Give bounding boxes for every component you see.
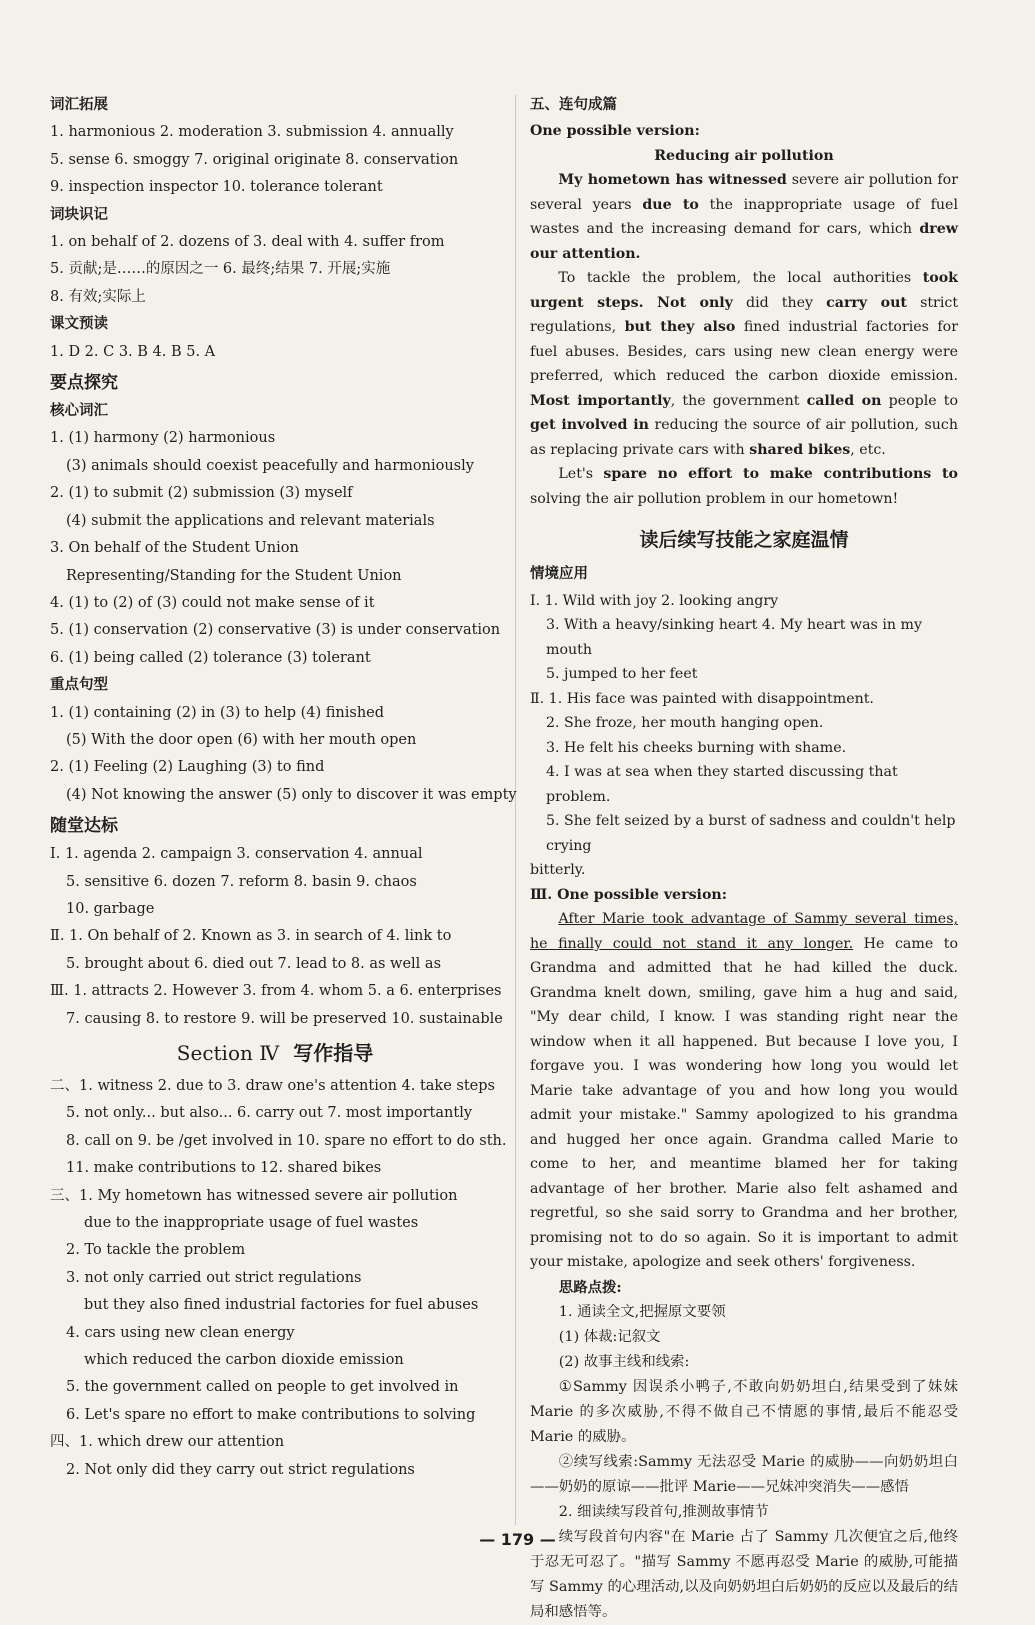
- answer-line: 1. (1) containing (2) in (3) to help (4) finished: [50, 704, 385, 721]
- answer-line: 8. 有效;实际上: [50, 288, 146, 305]
- answer-line: which reduced the carbon dioxide emission: [84, 1352, 404, 1369]
- answer-line: 8. call on 9. be /get involved in 10. spare no effort to do sth.: [66, 1132, 507, 1149]
- answer-line: (4) submit the applications and relevant materials: [66, 512, 435, 529]
- answer-line: 6. (1) being called (2) tolerance (3) tolerant: [50, 649, 371, 666]
- section-label: Section Ⅳ: [176, 1041, 280, 1065]
- answer-line: 5. the government called on people to get involved in: [66, 1379, 459, 1396]
- answer-line: 1. on behalf of 2. dozens of 3. deal with 4. suffer from: [50, 234, 445, 251]
- sentence-list: [50, 700, 517, 810]
- answer-line: bitterly.: [530, 862, 586, 879]
- answer-line: 2. To tackle the problem: [66, 1242, 246, 1259]
- answer-line: 2. (1) to submit (2) submission (3) myself: [50, 485, 353, 502]
- answer-line: 5. She felt seized by a burst of sadness and couldn't help crying: [546, 813, 956, 854]
- essay-paragraph-1: My hometown has witnessed severe air pollution for several years due to the inappropriate usage of fuel wastes and the increasing demand for cars, which drew our attention.: [530, 172, 958, 262]
- answer-line: 5. sense 6. smoggy 7. original originate 8. conservation: [50, 151, 459, 168]
- tips-6: 2. 细读续写段首句,推测故事情节: [558, 1503, 769, 1520]
- heading-corevocab: 核心词汇: [50, 403, 108, 420]
- answer-line: Ⅰ. 1. agenda 2. campaign 3. conservation 4. annual: [50, 846, 423, 863]
- answer-line: 二、1. witness 2. due to 3. draw one's attention 4. take steps: [50, 1078, 495, 1094]
- answer-line: due to the inappropriate usage of fuel wastes: [84, 1215, 419, 1232]
- essay-paragraph-2: To tackle the problem, the local authorities took urgent steps. Not only did they carry out strict regulations, but they also fined industrial factories for fuel abuses. Besides, cars using new clean energy were preferred, which reduced the carbon dioxide emission. Most importantly, the government called on people to get involved in reducing the source of air pollution, such as replacing private cars with shared bikes, etc.: [530, 270, 959, 458]
- heading-keypoints: 要点探究: [50, 373, 118, 394]
- heading-classroom: 随堂达标: [50, 816, 118, 837]
- answer-line: 9. inspection inspector 10. tolerance tolerant: [50, 179, 383, 196]
- answer-line: 1. (1) harmony (2) harmonious: [50, 430, 276, 447]
- situation-part-1: [530, 589, 958, 687]
- answer-line: 5. sensitive 6. dozen 7. reform 8. basin 9. chaos: [66, 873, 417, 890]
- answer-line: 5. jumped to her feet: [546, 666, 698, 683]
- answer-line: 1. harmonious 2. moderation 3. submission 4. annually: [50, 124, 454, 141]
- answer-line: 4. (1) to (2) of (3) could not make sense of it: [50, 594, 375, 611]
- answer-line: 7. causing 8. to restore 9. will be preserved 10. sustainable: [66, 1010, 503, 1027]
- answer-line: 6. Let's spare no effort to make contributions to solving: [66, 1406, 476, 1423]
- chunk-list: [50, 229, 500, 311]
- tips-4: ①Sammy 因误杀小鸭子,不敢向奶奶坦白,结果受到了妹妹 Marie 的多次威胁,不得不做自己不情愿的事情,最后不能忍受 Marie 的威胁。: [530, 1378, 958, 1445]
- heading-three: Ⅲ. One possible version:: [530, 886, 727, 903]
- answer-line: 四、1. which drew our attention: [50, 1434, 285, 1451]
- story-paragraph: After Marie took advantage of Sammy several times, he finally could not stand it any longer. He came to Grandma and admitted that he had killed the duck. Grandma knelt down, smiling, gave him a hug and said, "My dear child, I know. I was standing right near the window when it all happened. But because I love you, I forgave you. I was wondering how long you would let Marie take advantage of you and how long you would admit your mistake." Sammy apologized to his grandma and hugged her once again. Grandma called Marie to come to her, and meantime blamed her for taking advantage of her brother. Marie also felt ashamed and regretful, so she said sorry to Grandma and her brother, promising not to do so again. So it is important to admit your mistake, apologize and seek others' forgiveness.: [530, 911, 959, 1271]
- one-possible-version: One possible version:: [530, 123, 700, 140]
- answer-line: 3. On behalf of the Student Union: [50, 540, 299, 557]
- answer-line: 3. He felt his cheeks burning with shame.: [546, 739, 847, 756]
- section-title: 写作指导: [293, 1041, 374, 1065]
- tips-7: 续写段首句内容"在 Marie 占了 Sammy 几次便宜之后,他终于忍无可忍了。"描写 Sammy 不愿再忍受 Marie 的威胁,可能描写 Sammy 的心理活动,以及向奶奶坦白后奶奶的反应以及最后的结局和感悟等。: [530, 1528, 958, 1620]
- tips-5: ②续写线索:Sammy 无法忍受 Marie 的威胁——向奶奶坦白——奶奶的原谅——批评 Marie——兄妹冲突消失——感悟: [530, 1453, 958, 1495]
- column-divider: [515, 95, 516, 1525]
- essay-title: Reducing air pollution: [654, 147, 834, 164]
- answer-line: 4. I was at sea when they started discussing that problem.: [546, 764, 898, 805]
- writing-list: [50, 1073, 507, 1484]
- heading-five: 五、连句成篇: [530, 97, 617, 113]
- answer-line: 2. She froze, her mouth hanging open.: [546, 715, 824, 732]
- answer-line: 11. make contributions to 12. shared bikes: [66, 1160, 382, 1177]
- right-column: [530, 92, 958, 1625]
- answer-line: (5) With the door open (6) with her mouth open: [66, 731, 417, 748]
- heading-sentence: 重点句型: [50, 677, 108, 694]
- essay-paragraph-3: Let's spare no effort to make contributions to solving the air pollution problem in our hometown!: [530, 466, 958, 507]
- answer-line: 三、1. My hometown has witnessed severe air pollution: [50, 1187, 458, 1204]
- section-heading: [50, 1035, 500, 1071]
- tips-2: (1) 体裁:记叙文: [558, 1328, 661, 1345]
- answer-line: but they also fined industrial factories for fuel abuses: [84, 1297, 479, 1314]
- vocab-list: [50, 119, 500, 201]
- heading-preview: 课文预读: [50, 316, 108, 333]
- answer-line: 5. brought about 6. died out 7. lead to 8. as well as: [66, 955, 442, 972]
- answer-line: Ⅱ. 1. On behalf of 2. Known as 3. in search of 4. link to: [50, 928, 452, 945]
- core-vocab-list: [50, 425, 500, 672]
- answer-line: 5. 贡献;是……的原因之一 6. 最终;结果 7. 开展;实施: [50, 261, 391, 278]
- tips-1: 1. 通读全文,把握原文要领: [558, 1303, 726, 1320]
- answer-line: 4. cars using new clean energy: [66, 1324, 295, 1341]
- answer-line: Ⅰ. 1. Wild with joy 2. looking angry: [530, 592, 779, 609]
- situation-part-2: [530, 687, 958, 883]
- answer-line: 2. (1) Feeling (2) Laughing (3) to find: [50, 759, 325, 776]
- preview-answers: 1. D 2. C 3. B 4. B 5. A: [50, 343, 216, 360]
- heading-situation: 情境应用: [530, 566, 588, 583]
- answer-line: 3. not only carried out strict regulations: [66, 1269, 362, 1286]
- answer-line: 5. (1) conservation (2) conservative (3) is under conservation: [50, 622, 501, 639]
- left-column: [50, 92, 517, 1484]
- answer-line: 2. Not only did they carry out strict regulations: [66, 1461, 415, 1478]
- answer-line: (4) Not knowing the answer (5) only to discover it was empty: [66, 786, 517, 803]
- continuation-title: 读后续写技能之家庭温情: [639, 529, 849, 552]
- answer-line: 5. not only... but also... 6. carry out 7. most importantly: [66, 1105, 473, 1122]
- classroom-list: [50, 841, 503, 1033]
- tips-heading: 思路点拨:: [558, 1278, 622, 1296]
- answer-line: 3. With a heavy/sinking heart 4. My heart was in my mouth: [546, 617, 922, 658]
- answer-line: Ⅲ. 1. attracts 2. However 3. from 4. whom 5. a 6. enterprises: [50, 983, 502, 1000]
- heading-vocab: 词汇拓展: [50, 97, 108, 113]
- page-number: — 179 —: [479, 1530, 556, 1549]
- answer-line: 10. garbage: [66, 900, 155, 917]
- tips-3: (2) 故事主线和线索:: [558, 1353, 690, 1370]
- answer-line: Representing/Standing for the Student Union: [66, 567, 402, 584]
- heading-chunk: 词块识记: [50, 206, 108, 223]
- answer-line: (3) animals should coexist peacefully and harmoniously: [66, 457, 474, 474]
- answer-line: Ⅱ. 1. His face was painted with disappointment.: [530, 690, 874, 707]
